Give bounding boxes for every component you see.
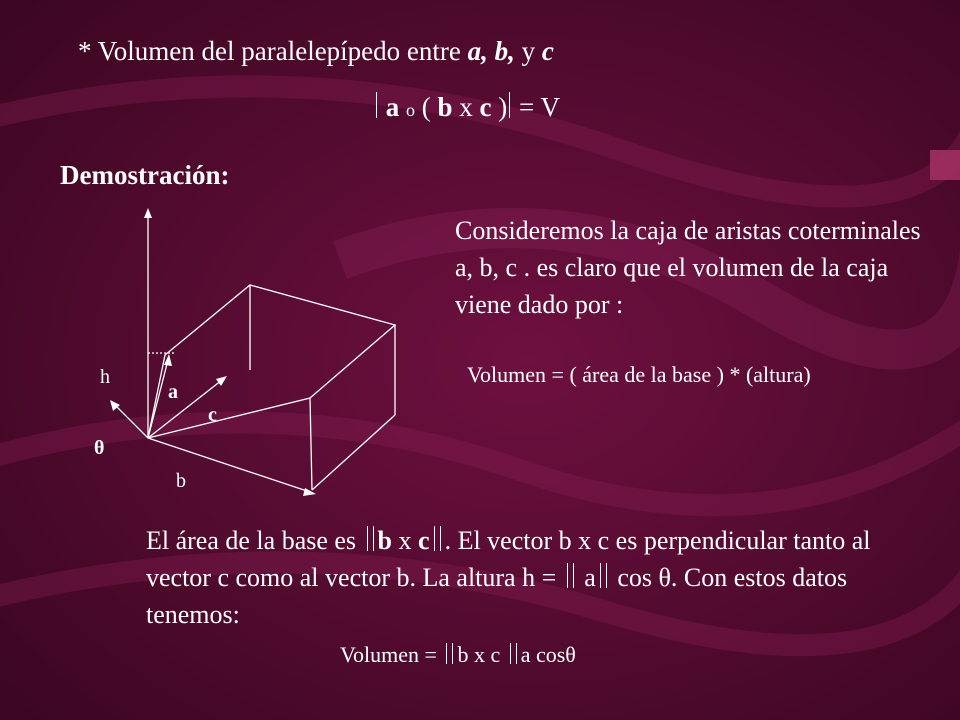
diagram-label-h: h bbox=[100, 366, 110, 388]
diagram-label-theta: θ bbox=[94, 437, 105, 459]
slide-title: * Volumen del paralelepípedo entre a, b, y c bbox=[78, 36, 554, 66]
accent-bar bbox=[930, 150, 960, 180]
demo-heading: Demostración: bbox=[60, 160, 230, 190]
volume-formula-1: Volumen = ( área de la base ) * (altura) bbox=[467, 362, 811, 387]
triple-product-formula: a o ( b x c ) = V bbox=[374, 92, 560, 123]
volume-formula-2: Volumen = b x c a cosθ bbox=[340, 642, 576, 667]
paragraph-base-area: El área de la base es b x c . El vector b x c es perpendicular tanto al vector c como al vector b. La altura h = a cos θ. Con estos datos tenemos: bbox=[146, 526, 871, 629]
diagram-label-b: b bbox=[176, 470, 186, 492]
diagram-label-c: c bbox=[208, 404, 217, 426]
paragraph-box-description: Consideremos la caja de aristas coterminales a, b, c . es claro que el volumen de la caja viene dado por : bbox=[455, 216, 921, 319]
diagram-label-a: a bbox=[168, 381, 178, 403]
